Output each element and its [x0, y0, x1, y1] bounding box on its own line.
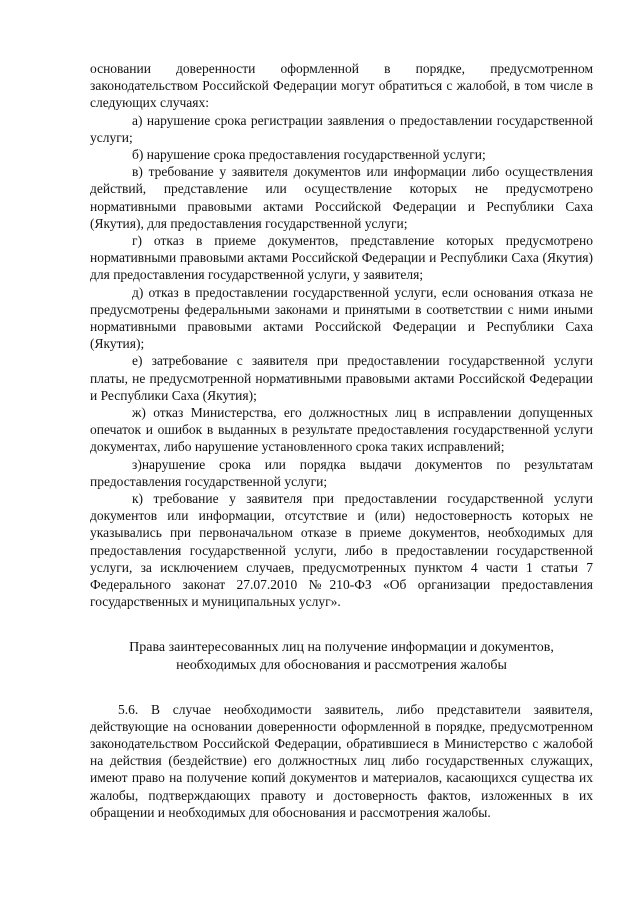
- list-item-zh: ж) отказ Министерства, его должностных лиц в исправлении допущенных опечаток и ошибок в выданных в результате предоставления государственной услуги документах, либо нарушение установленного срока таких исправлений;: [90, 405, 593, 455]
- list-item-b: б) нарушение срока предоставления государственной услуги;: [132, 147, 486, 163]
- list-item-a: а) нарушение срока регистрации заявления о предоставлении государственной услуги;: [90, 112, 593, 145]
- list-item-d: д) отказ в предоставлении государственной услуги, если основания отказа не предусмотрены федеральными законами и принятыми в соответствии с ними иными нормативными правовыми актами Российской Федерации и Республики Саха (Якутия);: [90, 284, 593, 352]
- intro-paragraph: основании доверенности оформленной в порядке, предусмотренном законодательством Российской Федерации могут обратиться с жалобой, в том числе в следующих случаях:: [90, 61, 593, 111]
- list-item-g: г) отказ в приеме документов, представление которых предусмотрено нормативными правовыми актами Российской Федерации и Республики Саха (Якутия) для предоставления государственной услуги, у заявителя;: [90, 233, 593, 283]
- list-item-v: в) требование у заявителя документов или информации либо осуществления действий, представление или осуществление которых не предусмотрено нормативными правовыми актами Российской Федерации и Республики Саха (Якутия), для предоставления государственной услуги;: [90, 164, 593, 231]
- list-item-e: е) затребование с заявителя при предоставлении государственной услуги платы, не предусмотренной нормативными правовыми актами Российской Федерации и Республики Саха (Якутия);: [90, 353, 593, 403]
- list-item-k: к) требование у заявителя при предоставлении государственной услуги документов или информации, отсутствие и (или) недостоверность которых не указывались при первоначальном отказе в приеме документов, необходимых для предоставления государственной услуги, либо в предоставлении государственной услуги, за исключением случаев, предусмотренных пунктом 4 части 1 статьи 7 Федерального законат 27.07.2010 №210-ФЗ «Об организации предоставления государственных и муниципальных услуг».: [90, 491, 593, 610]
- section-heading: Права заинтересованных лиц на получение информации и документов, необходимых для обоснования и рассмотрения жалобы: [129, 639, 554, 673]
- paragraph-5-6: 5.6. В случае необходимости заявитель, либо представители заявителя, действующие на основании доверенности оформленной в порядке, предусмотренном законодательством Российской Федерации, обратившиеся в Министерство с жалобой на действия (бездействие) его должностных лиц либо государственных служащих, имеют право на получение копий документов и материалов, касающихся существа их жалобы, подтверждающих правоту и достоверность фактов, изложенных в их обращении и необходимых для обоснования и рассмотрения жалобы.: [90, 701, 593, 820]
- document-page: [90, 60, 593, 821]
- list-item-z: з)нарушение срока или порядка выдачи документов по результатам предоставления государственной услуги;: [90, 456, 593, 489]
